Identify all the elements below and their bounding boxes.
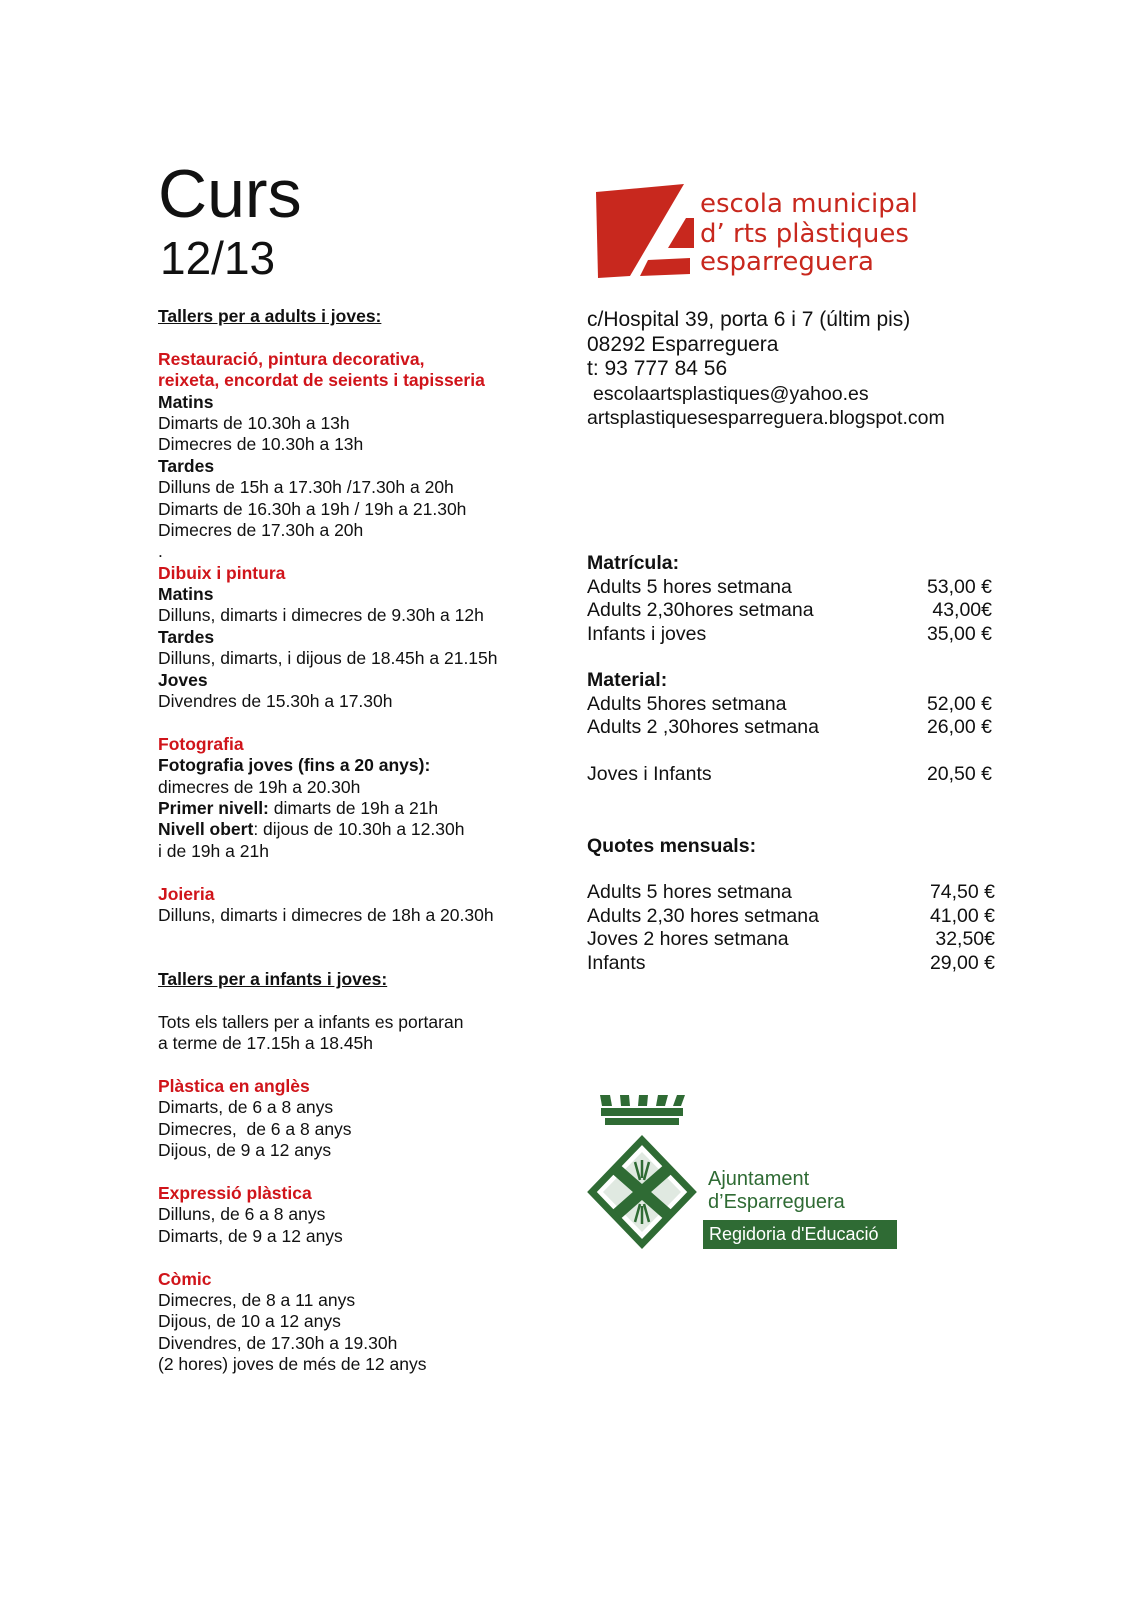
price-value: 41,00 € [929, 904, 995, 927]
section-title: Joieria [158, 883, 215, 904]
subheading: Joves [158, 669, 208, 690]
schedule-line: Dilluns de 15h a 17.30h /17.30h a 20h [158, 477, 454, 498]
svg-text:d’ rts plàstiques: d’ rts plàstiques [700, 219, 909, 249]
schedule-line: Dimarts de 16.30h a 19h / 19h a 21.30h [158, 498, 467, 519]
price-label: Adults 5 hores setmana [587, 575, 792, 598]
heading-colon: : [749, 835, 757, 857]
city: 08292 Esparreguera [587, 332, 779, 356]
schedule-line: Dijous, de 10 a 12 anys [158, 1311, 341, 1332]
price-value: 20,50 € [926, 763, 992, 785]
ajuntament-line2: d’Esparreguera [708, 1191, 845, 1213]
section-title: Expressió plàstica [158, 1183, 312, 1204]
schedule-line: Dimarts, de 9 a 12 anys [158, 1225, 343, 1246]
workshops-column [158, 306, 558, 1376]
schedule-line: Dilluns, de 6 a 8 anys [158, 1204, 326, 1225]
price-label: Joves 2 hores setmana [587, 928, 789, 950]
price-value: 52,00 € [926, 692, 992, 715]
price-label: Infants [587, 951, 646, 974]
phone: t: 93 777 84 56 [587, 357, 728, 380]
price-label: Adults 2 ,30hores setmana [587, 716, 819, 738]
ajuntament-line1: Ajuntament [708, 1168, 810, 1190]
price-row [587, 881, 995, 905]
price-label: Adults 2,30hores setmana [587, 599, 814, 621]
schedule-line: i de 19h a 21h [158, 840, 269, 861]
schedule-line [158, 819, 558, 840]
schedule-line: Dimecres de 10.30h a 13h [158, 434, 364, 455]
stray-dot: . [158, 541, 163, 562]
heading-text: Quotes mensuals [587, 835, 750, 857]
section-title: Dibuix i pintura [158, 562, 286, 583]
infants-heading: Tallers per a infants i joves: [158, 969, 388, 990]
subheading: Tardes [158, 626, 215, 647]
school-logo [592, 178, 932, 288]
section-title: Restauració, pintura decorativa, [158, 348, 425, 369]
price-row [587, 716, 992, 740]
section-title: Còmic [158, 1268, 212, 1289]
contact-block [587, 308, 945, 431]
price-row [587, 905, 995, 929]
schedule-line: Dimecres, de 6 a 8 anys [158, 1118, 352, 1139]
schedule-line: Dimecres de 17.30h a 20h [158, 519, 364, 540]
intro-line: Tots els tallers per a infants es portaran [158, 1011, 464, 1032]
section-title: Plàstica en anglès [158, 1076, 310, 1097]
price-row [587, 599, 992, 623]
price-row [587, 763, 992, 787]
subheading: Tardes [158, 455, 215, 476]
schedule-line: Dijous, de 9 a 12 anys [158, 1140, 332, 1161]
email-link[interactable]: escolaartsplastiques@yahoo.es [593, 382, 869, 405]
regidoria-badge: Regidoria d'Educació [703, 1220, 897, 1249]
time: : dijous de 10.30h a 12.30h [253, 819, 465, 840]
page-title: Curs [158, 156, 302, 232]
label: Nivell obert [158, 819, 254, 840]
quotes-heading [587, 835, 995, 881]
ajuntament-logo [585, 1090, 905, 1255]
schedule-line: Dimecres, de 8 a 11 anys [158, 1289, 356, 1310]
schedule-line: Dimarts de 10.30h a 13h [158, 412, 350, 433]
label: Primer nivell: [158, 797, 269, 818]
price-row [587, 623, 992, 647]
website-link[interactable]: artsplastiquesesparreguera.blogspot.com [587, 407, 945, 429]
price-value: 43,00€ [932, 599, 992, 621]
material-table [587, 669, 992, 787]
schedule-line [158, 798, 558, 819]
address: c/Hospital 39, porta 6 i 7 (últim pis) [587, 308, 911, 331]
price-label: Adults 2,30 hores setmana [587, 904, 819, 927]
price-label: Infants i joves [587, 622, 707, 645]
subheading: Fotografia joves (fins a 20 anys): [158, 755, 431, 776]
price-value: 53,00 € [926, 575, 992, 598]
price-row [587, 576, 992, 600]
schedule-line: Dilluns, dimarts i dimecres de 18h a 20.30h [158, 904, 494, 925]
price-label: Adults 5 hores setmana [587, 881, 792, 903]
schedule-line: Dilluns, dimarts, i dijous de 18.45h a 21.15h [158, 648, 498, 669]
subheading: Matins [158, 584, 214, 605]
subheading: Matins [158, 391, 214, 412]
schedule-line: Divendres, de 17.30h a 19.30h [158, 1332, 398, 1353]
price-value: 35,00 € [926, 622, 992, 645]
schedule-line: Divendres de 15.30h a 17.30h [158, 691, 393, 712]
section-title: Fotografia [158, 733, 244, 754]
intro-line: a terme de 17.15h a 18.45h [158, 1033, 374, 1054]
schedule-line: dimecres de 19h a 20.30h [158, 776, 361, 797]
svg-text:esparreguera: esparreguera [700, 247, 874, 277]
matricula-heading: Matrícula: [587, 552, 680, 574]
price-value: 32,50€ [935, 928, 995, 950]
price-label: Adults 5hores setmana [587, 692, 787, 715]
schedule-line: (2 hores) joves de més de 12 anys [158, 1354, 427, 1375]
price-label: Joves i Infants [587, 763, 712, 785]
adults-heading: Tallers per a adults i joves: [158, 306, 382, 326]
price-row [587, 693, 992, 717]
quotes-table [587, 835, 995, 975]
material-heading: Material: [587, 669, 668, 691]
price-value: 74,50 € [929, 881, 995, 903]
section-title: reixeta, encordat de seients i tapisseria [158, 370, 485, 391]
course-year: 12/13 [160, 232, 276, 284]
price-value: 29,00 € [929, 951, 995, 974]
time: dimarts de 19h a 21h [268, 797, 439, 818]
matricula-table [587, 552, 992, 646]
price-value: 26,00 € [926, 716, 992, 738]
schedule-line: Dilluns, dimarts i dimecres de 9.30h a 12h [158, 605, 484, 626]
price-row [587, 928, 995, 952]
schedule-line: Dimarts, de 6 a 8 anys [158, 1097, 334, 1118]
price-row [587, 952, 995, 976]
svg-text:escola municipal: escola municipal [700, 189, 918, 219]
